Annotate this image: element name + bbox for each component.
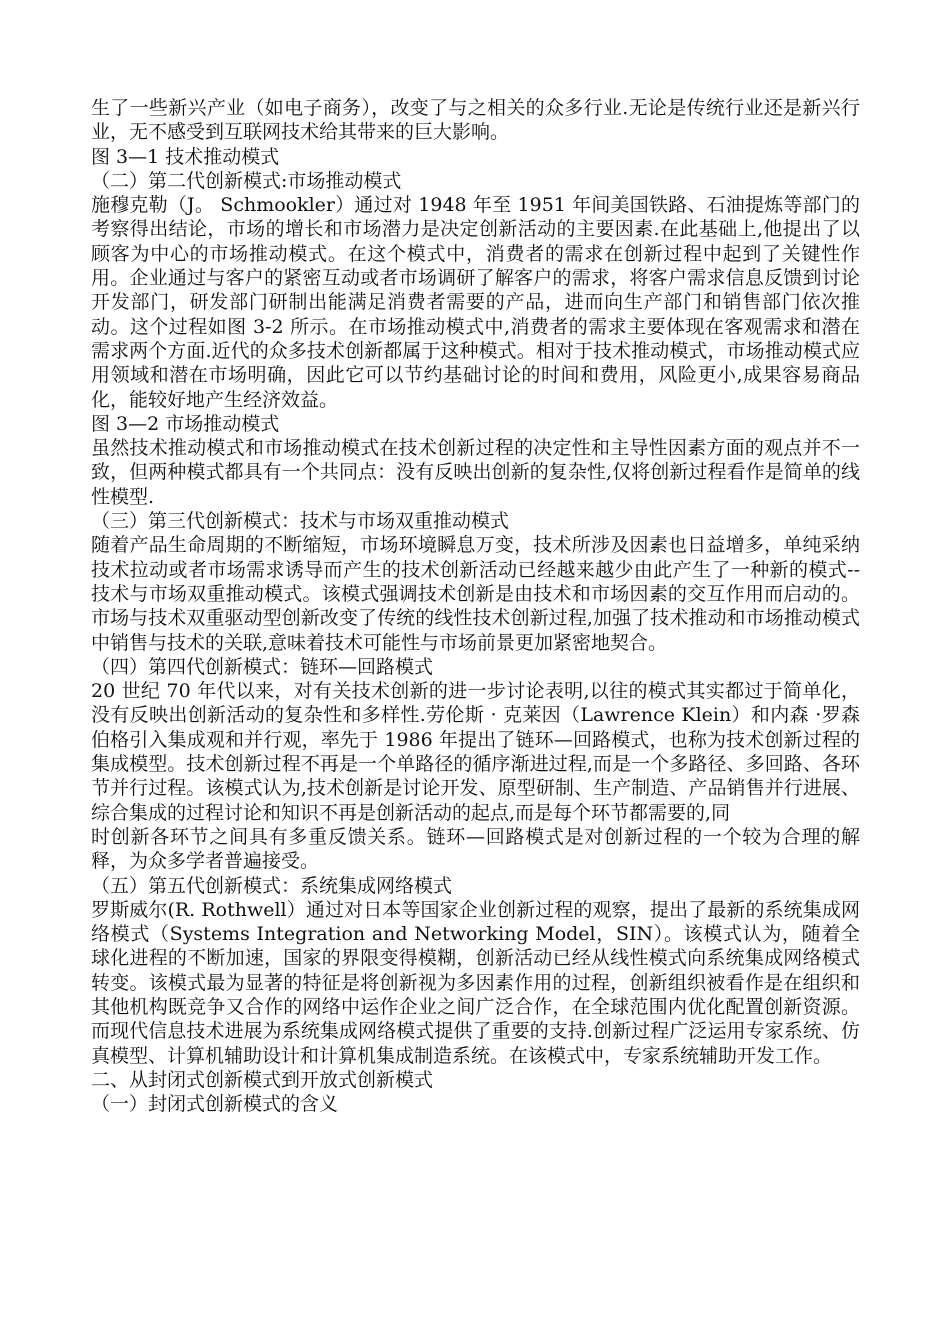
section-heading-3rd-generation: （三）第三代创新模式：技术与市场双重推动模式	[91, 510, 510, 533]
paragraph-chain-loop: 20 世纪 70 年代以来，对有关技术创新的进一步讨论表明,以往的模式其实都过于简单化，没有反映出创新活动的复杂性和多样性.劳伦斯 · 克莱因（Lawrence Klein）和内森 ·罗森伯格引入集成观和并行观，率先于 1986 年提出了链环—回路模式，也称为技术创新过程的集成模型。技术创新过程不再是一个单路径的循序渐进过程,而是一个多路径、多回路、各环节并行过程。该模式认为,技术创新是讨论开发、原型研制、生产制造、产品销售并行进展、综合集成的过程讨论和知识不再是创新活动的起点,而是每个环节都需要的,同	[91, 680, 860, 824]
paragraph-sin-model: 罗斯威尔(R. Rothwell）通过对日本等国家企业创新过程的观察，提出了最新的系统集成网络模式（Systems Integration and Networking Model，SIN）。该模式认为，随着全球化进程的不断加速，国家的界限变得模糊，创新活动已经从线性模式向系统集成网络模式转变。该模式最为显著的特征是将创新视为多因素作用的过程，创新组织被看作是在组织和其他机构既竞争又合作的网络中运作企业之间广泛合作，在全球范围内优化配置创新资源。而现代信息技术进展为系统集成网络模式提供了重要的支持.创新过程广泛运用专家系统、仿真模型、计算机辅助设计和计算机集成制造系统。在该模式中，专家系统辅助开发工作。	[91, 898, 860, 1067]
chapter-heading-open-innovation: 二、从封闭式创新模式到开放式创新模式	[91, 1068, 434, 1091]
document-page	[91, 96, 860, 1116]
figure-caption-3-2: 图 3—2 市场推动模式	[91, 412, 280, 435]
paragraph-dual-push: 随着产品生命周期的不断缩短，市场环境瞬息万变，技术所涉及因素也日益增多，单纯采纳技术拉动或者市场需求诱导而产生的技术创新活动已经越来越少由此产生了一种新的模式--技术与市场双重推动模式。该模式强调技术创新是由技术和市场因素的交互作用而启动的。市场与技术双重驱动型创新改变了传统的线性技术创新过程,加强了技术推动和市场推动模式中销售与技术的关联,意味着技术可能性与市场前景更加紧密地契合。	[91, 534, 860, 654]
paragraph-internet-impact: 生了一些新兴产业（如电子商务），改变了与之相关的众多行业.无论是传统行业还是新兴行业，无不感受到互联网技术给其带来的巨大影响。	[91, 97, 860, 144]
section-heading-closed-innovation: （一）封闭式创新模式的含义	[91, 1093, 339, 1116]
section-heading-2nd-generation: （二）第二代创新模式:市场推动模式	[91, 169, 402, 192]
section-heading-5th-generation: （五）第五代创新模式：系统集成网络模式	[91, 874, 453, 897]
paragraph-comparison: 虽然技术推动模式和市场推动模式在技术创新过程的决定性和主导性因素方面的观点并不一致，但两种模式都具有一个共同点：没有反映出创新的复杂性,仅将创新过程看作是简单的线性模型.	[91, 437, 860, 508]
figure-caption-3-1: 图 3—1 技术推动模式	[91, 145, 280, 168]
section-heading-4th-generation: （四）第四代创新模式：链环—回路模式	[91, 655, 434, 678]
paragraph-market-push: 施穆克勒（J。 Schmookler）通过对 1948 年至 1951 年间美国铁路、石油提炼等部门的考察得出结论，市场的增长和市场潜力是决定创新活动的主要因素.在此基础上,他提出了以顾客为中心的市场推动模式。在这个模式中，消费者的需求在创新过程中起到了关键性作用。企业通过与客户的紧密互动或者市场调研了解客户的需求，将客户需求信息反馈到讨论开发部门，研发部门研制出能满足消费者需要的产品，进而向生产部门和销售部门依次推动。这个过程如图 3-2 所示。在市场推动模式中,消费者的需求主要体现在客观需求和潜在需求两个方面.近代的众多技术创新都属于这种模式。相对于技术推动模式，市场推动模式应用领域和潜在市场明确，因此它可以节约基础讨论的时间和费用，风险更小,成果容易商品化，能较好地产生经济效益。	[91, 194, 860, 411]
paragraph-chain-loop-continued: 时创新各环节之间具有多重反馈关系。链环—回路模式是对创新过程的一个较为合理的解释，为众多学者普遍接受。	[91, 825, 860, 873]
